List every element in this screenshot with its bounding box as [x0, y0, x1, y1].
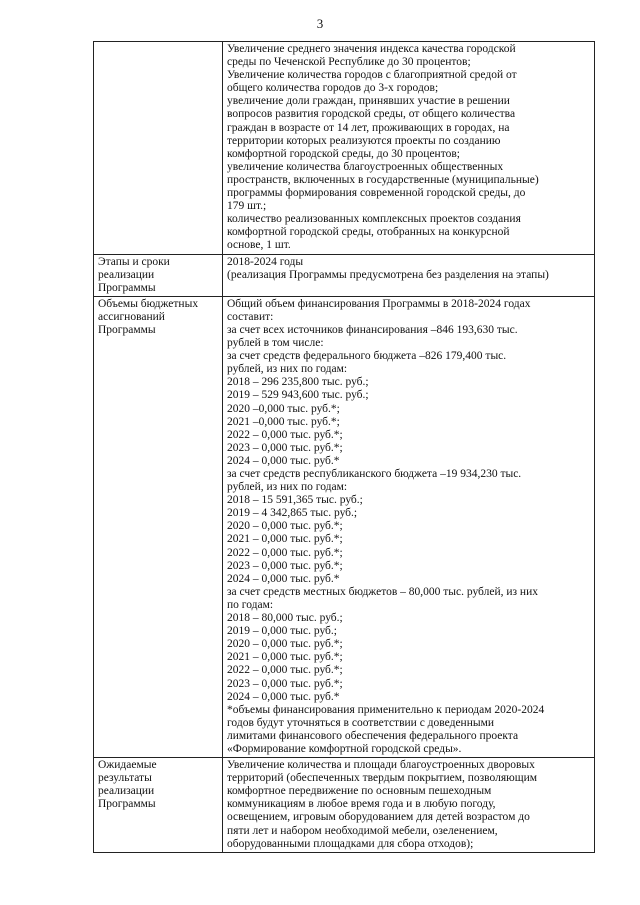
text-line: за счет всех источников финансирования –846 193,630 тыс. — [227, 323, 518, 336]
text-line: основе, 1 шт. — [227, 239, 291, 252]
text-line: 2021 – 0,000 тыс. руб.*; — [227, 651, 343, 664]
row-label-cell — [94, 254, 223, 296]
text-line: 2024 – 0,000 тыс. руб.* — [227, 690, 340, 703]
row-label-cell — [94, 296, 223, 757]
text-line: увеличение доли граждан, принявших участие в решении — [227, 95, 510, 108]
label-line: Программы — [98, 323, 156, 336]
text-line: пяти лет и набором необходимой мебели, озеленением, — [227, 824, 498, 837]
text-line: (реализация Программы предусмотрена без разделения на этапы) — [227, 268, 549, 281]
row-label-cell — [94, 42, 223, 255]
text-line: рублей, из них по годам: — [227, 363, 348, 376]
text-line: годов будут уточняться в соответствии с доведенными — [227, 716, 495, 729]
text-line: «Формирование комфортной городской среды». — [227, 742, 462, 755]
text-line: 2023 – 0,000 тыс. руб.*; — [227, 559, 343, 572]
text-line: среды по Чеченской Республике до 30 процентов; — [227, 56, 471, 69]
text-line: за счет средств федерального бюджета –826 179,400 тыс. — [227, 350, 507, 363]
text-line: комфортной городской среды, до 30 процентов; — [227, 147, 460, 160]
text-line: 2022 – 0,000 тыс. руб.*; — [227, 546, 343, 559]
text-line: по годам: — [227, 598, 274, 611]
text-line: Увеличение среднего значения индекса качества городской — [227, 43, 516, 55]
text-line: Увеличение количества и площади благоустроенных дворовых — [227, 759, 535, 772]
text-line: общего количества городов до 3-х городов; — [227, 82, 439, 95]
text-line: вопросов развития городской среды, от общего количества — [227, 108, 516, 121]
text-line: составит: — [227, 310, 274, 323]
text-line: территорий (обеспеченных твердым покрытием, позволяющим — [227, 772, 538, 785]
page-number: 3 — [316, 16, 324, 31]
text-line: за счет средств республиканского бюджета –19 934,230 тыс. — [227, 468, 522, 480]
text-line: Увеличение количества городов с благоприятной средой от — [227, 69, 517, 82]
text-line: 2018 – 15 591,365 тыс. руб.; — [227, 494, 363, 507]
text-line: оборудованными площадками для сбора отходов); — [227, 837, 474, 850]
label-line: Программы — [98, 798, 156, 811]
text-line: комфортное передвижение по основным пешеходным — [227, 785, 492, 798]
text-line: 2020 – 0,000 тыс. руб.*; — [227, 520, 343, 533]
text-line: 2023 – 0,000 тыс. руб.*; — [227, 677, 343, 690]
program-passport-table — [93, 41, 595, 853]
text-line: 2022 – 0,000 тыс. руб.*; — [227, 664, 343, 677]
text-line: 2019 – 0,000 тыс. руб.; — [227, 625, 337, 638]
label-line: Этапы и сроки — [98, 255, 170, 268]
row-label-cell — [94, 758, 223, 853]
table-row-stages — [94, 254, 595, 296]
text-line: территории которых реализуются проекты по созданию — [227, 134, 501, 147]
table-row-target-indicators — [94, 42, 595, 255]
text-line: 2021 –0,000 тыс. руб.*; — [227, 415, 340, 428]
row-content-cell — [223, 42, 595, 255]
row-content-cell — [223, 296, 595, 757]
text-line: программы формирования современной городской среды, до — [227, 187, 526, 200]
text-line: освещением, игровым оборудованием для детей возрастом до — [227, 811, 530, 824]
text-line: 2018 – 80,000 тыс. руб.; — [227, 612, 343, 625]
label-line: реализации — [98, 268, 155, 281]
row-content-cell — [223, 254, 595, 296]
text-line: 2020 – 0,000 тыс. руб.*; — [227, 638, 343, 651]
text-line: 179 шт.; — [227, 200, 267, 213]
text-line: за счет средств местных бюджетов – 80,000 тыс. рублей, из них — [227, 585, 538, 598]
text-line: комфортной городской среды, отобранных на конкурсной — [227, 226, 510, 239]
label-line: ассигнований — [98, 310, 165, 323]
text-line: 2020 –0,000 тыс. руб.*; — [227, 402, 340, 415]
text-line: 2018 – 296 235,800 тыс. руб.; — [227, 376, 369, 389]
text-line: 2022 – 0,000 тыс. руб.*; — [227, 428, 343, 441]
text-line: *объемы финансирования применительно к периодам 2020-2024 — [227, 703, 545, 716]
text-line: увеличение количества благоустроенных общественных — [227, 160, 504, 173]
text-line: 2024 – 0,000 тыс. руб.* — [227, 572, 340, 585]
label-line: Ожидаемые — [98, 759, 157, 772]
text-line: 2019 – 4 342,865 тыс. руб.; — [227, 507, 358, 520]
row-content-cell — [223, 758, 595, 853]
table-row-budget — [94, 296, 595, 757]
text-line: количество реализованных комплексных проектов создания — [227, 213, 521, 226]
text-line: рублей, из них по годам: — [227, 481, 348, 494]
text-line: пространств, включенных в государственные (муниципальные) — [227, 173, 539, 186]
text-line: граждан в возрасте от 14 лет, проживающих в городах, на — [227, 121, 510, 134]
text-line: 2021 – 0,000 тыс. руб.*; — [227, 533, 343, 546]
text-line: рублей в том числе: — [227, 337, 324, 350]
text-line: Общий объем финансирования Программы в 2018-2024 годах — [227, 297, 531, 310]
text-line: 2018-2024 годы — [227, 255, 304, 268]
text-line: 2019 – 529 943,600 тыс. руб.; — [227, 389, 369, 402]
text-line: коммуникациям в любое время года и в любую погоду, — [227, 798, 496, 811]
text-line: лимитами финансового обеспечения федерального проекта — [227, 729, 519, 742]
table-row-expected-results — [94, 758, 595, 853]
label-line: Программы — [98, 281, 156, 294]
text-line: 2023 – 0,000 тыс. руб.*; — [227, 441, 343, 454]
label-line: реализации — [98, 785, 155, 798]
label-line: результаты — [98, 772, 152, 785]
label-line: Объемы бюджетных — [98, 297, 199, 310]
text-line: 2024 – 0,000 тыс. руб.* — [227, 454, 340, 467]
